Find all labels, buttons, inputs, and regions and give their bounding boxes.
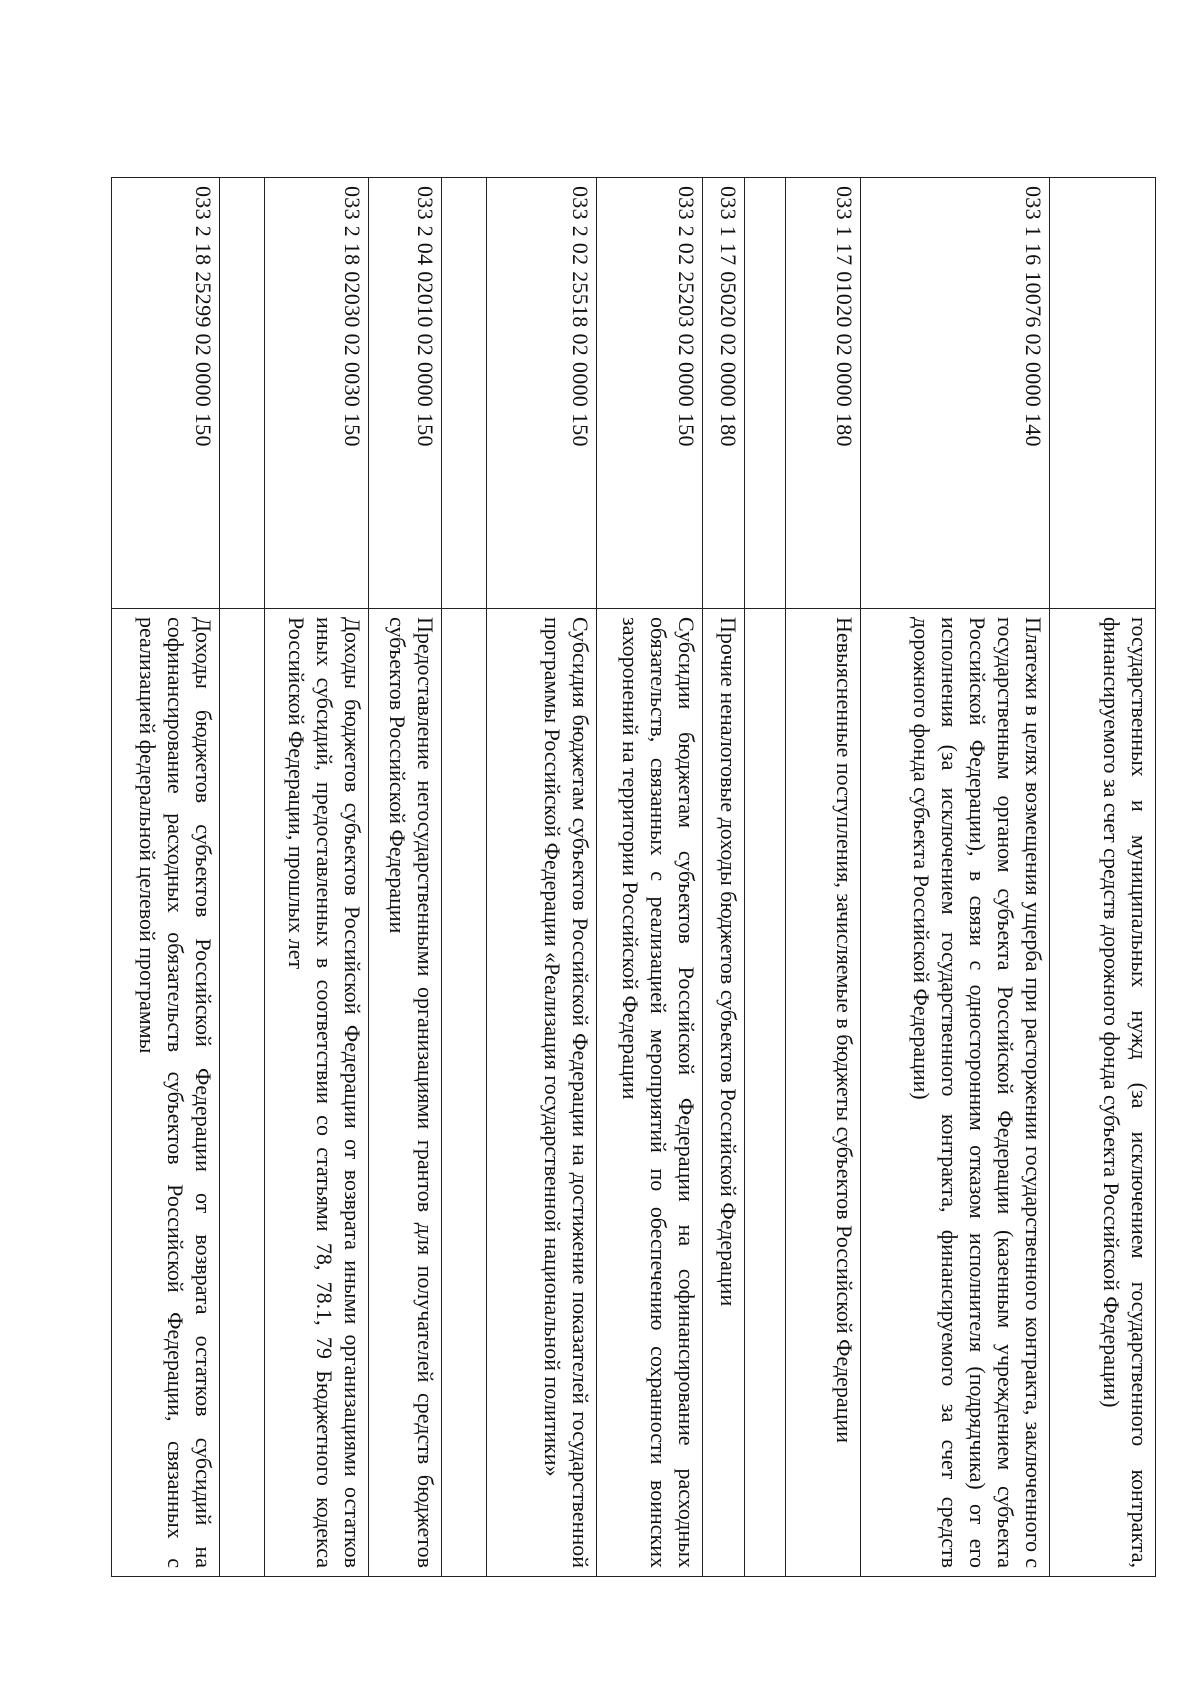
description-cell — [745, 609, 785, 1577]
description-cell: Прочие неналоговые доходы бюджетов субъектов Российской Федерации — [702, 609, 745, 1577]
code-cell — [441, 178, 486, 609]
description-cell: Доходы бюджетов субъектов Российской Федерации от возврата иными организациями остатков иных субсидий, предоставленных в соответствии со статьями 78, 78.1, 79 Бюджетного кодекса Российской Федерации, прошлых лет — [264, 609, 368, 1577]
description-cell — [220, 609, 265, 1577]
description-cell: Предоставление негосударственными организациями грантов для получателей средств бюджетов субъектов Российской Федерации — [368, 609, 441, 1577]
description-cell: Субсидии бюджетам субъектов Российской Федерации на софинансирование расходных обязательств, связанных с реализацией мероприятий по обеспечению сохранности воинских захоронений на территории Российской Федерации — [596, 609, 702, 1577]
code-cell — [220, 178, 265, 609]
code-cell: 033 1 16 10076 02 0000 140 — [861, 178, 1050, 609]
description-cell: Доходы бюджетов субъектов Российской Федерации от возврата остатков субсидий на софинансирование расходных обязательств субъектов Российской Федерации, связанных с реализацией федеральной целевой программы — [112, 609, 220, 1577]
table-row — [596, 178, 702, 1577]
table-row — [702, 178, 745, 1577]
table-row — [264, 178, 368, 1577]
description-cell: государственных и муниципальных нужд (за исключением государственного контракта, финансируемого за счет средств дорожного фонда субъекта Российской Федерации) — [1050, 609, 1156, 1577]
code-cell — [1050, 178, 1156, 609]
table-row — [861, 178, 1050, 1577]
code-cell: 033 2 18 02030 02 0030 150 — [264, 178, 368, 609]
description-cell: Субсидия бюджетам субъектов Российской Федерации на достижение показателей государственной программы Российской Федерации «Реализация государственной национальной политики» — [486, 609, 596, 1577]
code-cell: 033 2 04 02010 02 0000 150 — [368, 178, 441, 609]
table-row — [368, 178, 441, 1577]
code-cell: 033 2 18 25299 02 0000 150 — [112, 178, 220, 609]
description-cell: Платежи в целях возмещения ущерба при расторжении государственного контракта, заключенного с государственным органом субъекта Российской Федерации (казенным учреждением субъекта Российской Федерации), в связи с односторонним отказом исполнителя (подрядчика) от его исполнения (за исключением государственного контракта, финансируемого за счет средств дорожного фонда субъекта Российской Федерации) — [861, 609, 1050, 1577]
code-cell: 033 2 02 25518 02 0000 150 — [486, 178, 596, 609]
code-cell: 033 1 17 05020 02 0000 180 — [702, 178, 745, 609]
code-cell: 033 2 02 25203 02 0000 150 — [596, 178, 702, 609]
table-row — [785, 178, 860, 1577]
table-row — [1050, 178, 1156, 1577]
description-cell: Невыясненные поступления, зачисляемые в бюджеты субъектов Российской Федерации — [785, 609, 860, 1577]
table-row — [441, 178, 486, 1577]
table-row — [220, 178, 265, 1577]
code-cell — [745, 178, 785, 609]
budget-classification-table — [111, 177, 1156, 1577]
rotated-table-wrapper — [111, 177, 1156, 1577]
description-cell — [441, 609, 486, 1577]
code-cell: 033 1 17 01020 02 0000 180 — [785, 178, 860, 609]
table-row — [745, 178, 785, 1577]
table-row — [112, 178, 220, 1577]
table-row — [486, 178, 596, 1577]
